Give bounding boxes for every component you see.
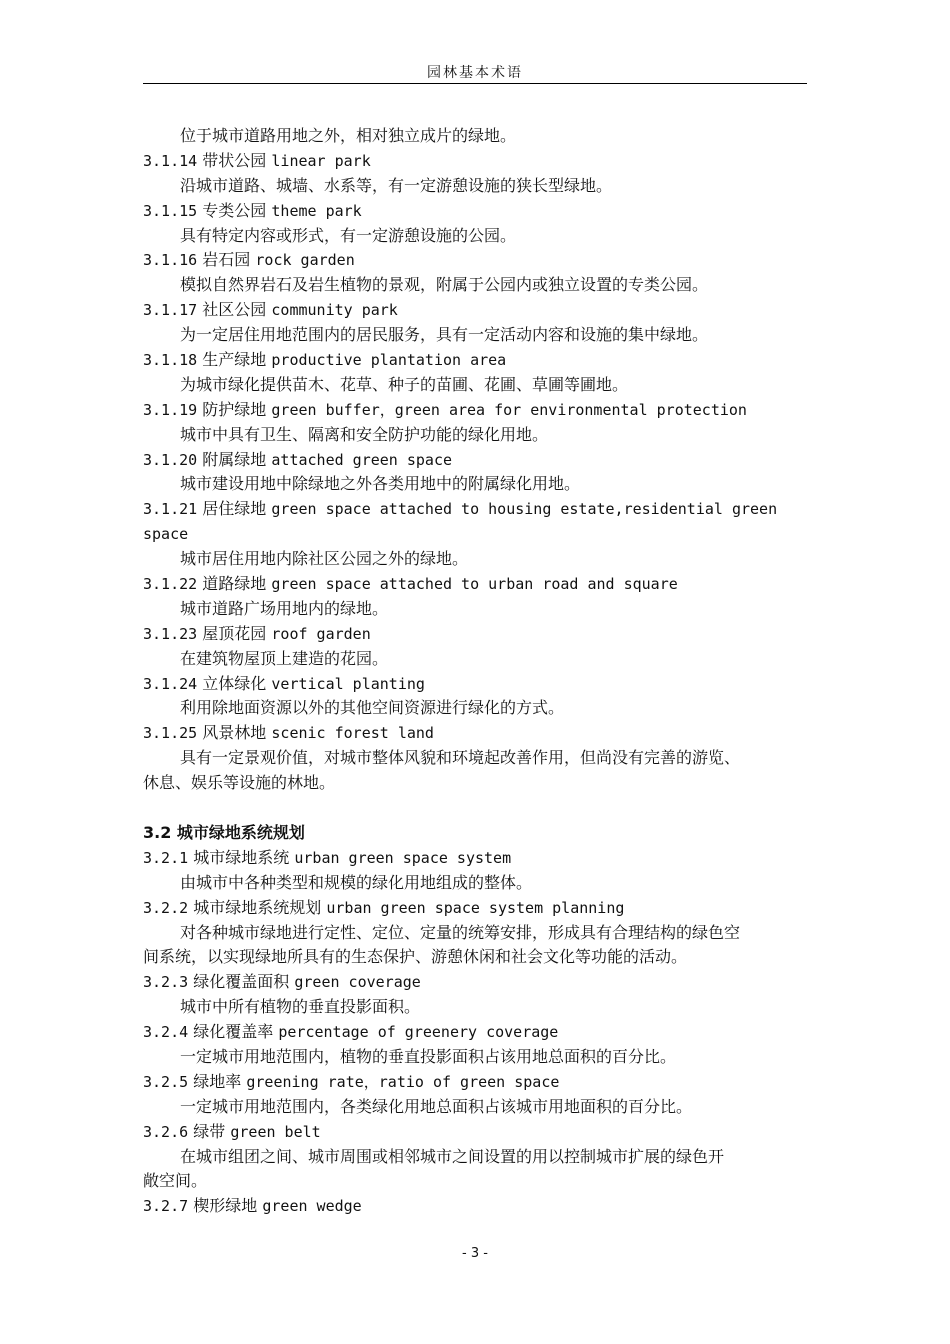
term-english: rock garden (255, 251, 355, 270)
definition-line: 利用除地面资源以外的其他空间资源进行绿化的方式。 (180, 698, 565, 718)
term-english: productive plantation area (271, 351, 507, 370)
document-body (143, 124, 807, 1219)
definition-continuation: 休息、娱乐等设施的林地。 (143, 773, 336, 793)
term-number: 3.2.3 (143, 973, 189, 992)
term-heading (143, 298, 807, 323)
term-heading (143, 348, 807, 373)
term-number: 3.1.24 (143, 674, 198, 693)
term-chinese: 带状公园 (202, 150, 267, 170)
term-english: theme park (271, 201, 362, 220)
term-chinese: 道路绿地 (202, 574, 267, 594)
term-english: green space attached to urban road and square (271, 575, 678, 594)
spacer (143, 796, 807, 821)
definition-line: 位于城市道路用地之外，相对独立成片的绿地。 (180, 126, 517, 145)
term-english: roof garden (271, 624, 371, 643)
term-heading (143, 1120, 807, 1145)
definition-line: 对各种城市绿地进行定性、定位、定量的统筹安排，形成具有合理结构的绿色空 (180, 922, 741, 942)
definition-line: 沿城市道路、城墙、水系等，有一定游憩设施的狭长型绿地。 (180, 175, 613, 195)
section-heading: 3.2 城市绿地系统规划 (143, 822, 305, 842)
definition-line: 在建筑物屋顶上建造的花园。 (180, 648, 389, 668)
term-number: 3.1.21 (143, 500, 198, 519)
term-english: greening rate，ratio of green space (246, 1072, 560, 1091)
definition-line: 模拟自然界岩石及岩生植物的景观，附属于公园内或独立设置的专类公园。 (180, 275, 709, 295)
term-english: linear park (271, 151, 371, 170)
term-number: 3.2.2 (143, 898, 189, 917)
definition-line: 由城市中各种类型和规模的绿化用地组成的整体。 (180, 872, 533, 892)
definition-line: 城市道路广场用地内的绿地。 (180, 598, 389, 618)
term-english: community park (271, 301, 398, 320)
header-rule (143, 83, 807, 84)
term-chinese: 屋顶花园 (202, 623, 267, 643)
term-chinese: 城市绿地系统规划 (193, 897, 322, 917)
term-heading (143, 398, 807, 423)
definition-line: 为城市绿化提供苗木、花草、种子的苗圃、花圃、草圃等圃地。 (180, 374, 629, 394)
term-chinese: 绿带 (193, 1121, 226, 1141)
term-number: 3.1.22 (143, 575, 198, 594)
term-english: green belt (230, 1122, 321, 1141)
term-number: 3.2.7 (143, 1197, 189, 1216)
term-heading (143, 497, 807, 522)
term-number: 3.1.17 (143, 301, 198, 320)
term-number: 3.1.15 (143, 201, 198, 220)
term-number: 3.2.5 (143, 1072, 189, 1091)
term-english: vertical planting (271, 674, 425, 693)
term-chinese: 城市绿地系统 (193, 847, 290, 867)
term-chinese: 绿化覆盖面积 (193, 972, 290, 992)
term-heading (143, 672, 807, 697)
term-heading (143, 248, 807, 273)
term-heading (143, 149, 807, 174)
definition-line: 在城市组团之间、城市周围或相邻城市之间设置的用以控制城市扩展的绿色开 (180, 1146, 725, 1166)
definition-line: 城市居住用地内除社区公园之外的绿地。 (180, 549, 469, 569)
term-heading (143, 572, 807, 597)
term-english: scenic forest land (271, 724, 434, 743)
term-english-continuation: space (143, 525, 189, 544)
term-number: 3.1.14 (143, 151, 198, 170)
definition-line: 具有一定景观价值，对城市整体风貌和环境起改善作用，但尚没有完善的游览、 (180, 748, 741, 768)
term-number: 3.2.6 (143, 1122, 189, 1141)
term-english: green wedge (262, 1197, 362, 1216)
definition-line: 一定城市用地范围内，各类绿化用地总面积占该城市用地面积的百分比。 (180, 1096, 693, 1116)
definition-line: 城市中所有植物的垂直投影面积。 (180, 997, 421, 1017)
term-chinese: 风景林地 (202, 723, 267, 743)
term-english: percentage of greenery coverage (278, 1023, 559, 1042)
definition-line: 一定城市用地范围内，植物的垂直投影面积占该用地总面积的百分比。 (180, 1046, 677, 1066)
term-english: urban green space system (294, 848, 512, 867)
term-chinese: 防护绿地 (202, 399, 267, 419)
term-number: 3.1.25 (143, 724, 198, 743)
term-english: green buffer，green area for environmental protection (271, 400, 747, 419)
term-heading (143, 1070, 807, 1095)
term-number: 3.1.18 (143, 351, 198, 370)
term-number: 3.1.20 (143, 450, 198, 469)
term-chinese: 附属绿地 (202, 449, 267, 469)
term-heading (143, 846, 807, 871)
term-number: 3.2.4 (143, 1023, 189, 1042)
term-heading (143, 199, 807, 224)
term-heading (143, 721, 807, 746)
term-number: 3.2.1 (143, 848, 189, 867)
term-number: 3.1.19 (143, 400, 198, 419)
term-chinese: 社区公园 (202, 300, 267, 320)
page-number: - 3 - (462, 1246, 488, 1261)
definition-line: 城市建设用地中除绿地之外各类用地中的附属绿化用地。 (180, 474, 581, 494)
term-heading (143, 1020, 807, 1045)
term-number: 3.1.23 (143, 624, 198, 643)
term-english: green space attached to housing estate,residential green (271, 500, 778, 519)
definition-line: 城市中具有卫生、隔离和安全防护功能的绿化用地。 (180, 424, 549, 444)
term-chinese: 绿化覆盖率 (193, 1022, 274, 1042)
term-heading (143, 448, 807, 473)
term-english: green coverage (294, 973, 421, 992)
term-chinese: 专类公园 (202, 200, 267, 220)
running-header: 园林基本术语 (427, 65, 523, 81)
term-chinese: 绿地率 (193, 1071, 242, 1091)
definition-continuation: 间系统，以实现绿地所具有的生态保护、游憩休闲和社会文化等功能的活动。 (143, 947, 688, 967)
term-english: urban green space system planning (326, 898, 625, 917)
definition-line: 具有特定内容或形式，有一定游憩设施的公园。 (180, 225, 517, 245)
term-chinese: 立体绿化 (202, 673, 267, 693)
term-chinese: 居住绿地 (202, 499, 267, 519)
term-chinese: 生产绿地 (202, 350, 267, 370)
term-heading (143, 622, 807, 647)
term-heading (143, 1194, 807, 1219)
term-number: 3.1.16 (143, 251, 198, 270)
term-chinese: 楔形绿地 (193, 1196, 258, 1216)
term-chinese: 岩石园 (202, 250, 251, 270)
term-heading (143, 896, 807, 921)
term-heading (143, 970, 807, 995)
definition-line: 为一定居住用地范围内的居民服务，具有一定活动内容和设施的集中绿地。 (180, 325, 709, 345)
term-english: attached green space (271, 450, 453, 469)
definition-continuation: 敞空间。 (143, 1171, 208, 1191)
